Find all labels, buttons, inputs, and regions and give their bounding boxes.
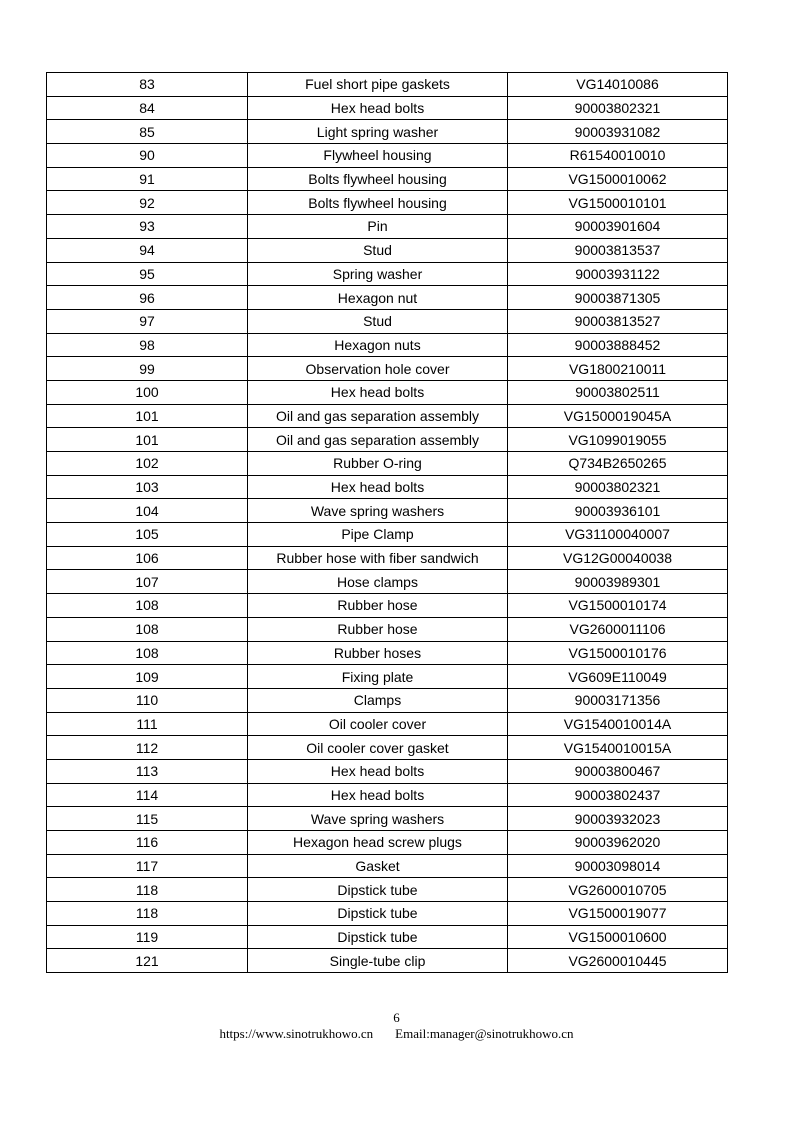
part-name-cell: Fuel short pipe gaskets xyxy=(248,73,508,97)
part-code-cell: VG31100040007 xyxy=(508,523,728,547)
table-row xyxy=(47,665,728,689)
part-name-cell: Fixing plate xyxy=(248,665,508,689)
part-code-cell: VG2600010705 xyxy=(508,878,728,902)
part-number-cell: 92 xyxy=(47,191,248,215)
part-name-cell: Hex head bolts xyxy=(248,759,508,783)
part-number-cell: 118 xyxy=(47,902,248,926)
part-number-cell: 94 xyxy=(47,238,248,262)
table-row xyxy=(47,215,728,239)
table-row xyxy=(47,404,728,428)
part-name-cell: Hexagon nut xyxy=(248,286,508,310)
part-name-cell: Observation hole cover xyxy=(248,357,508,381)
table-row xyxy=(47,925,728,949)
part-name-cell: Flywheel housing xyxy=(248,144,508,168)
part-code-cell: 90003901604 xyxy=(508,215,728,239)
table-row xyxy=(47,783,728,807)
table-row xyxy=(47,570,728,594)
part-name-cell: Bolts flywheel housing xyxy=(248,167,508,191)
part-code-cell: VG2600011106 xyxy=(508,617,728,641)
part-code-cell: VG2600010445 xyxy=(508,949,728,973)
page-number: 6 xyxy=(393,1010,400,1025)
part-code-cell: VG1500010101 xyxy=(508,191,728,215)
table-row xyxy=(47,428,728,452)
part-code-cell: 90003802511 xyxy=(508,380,728,404)
table-row xyxy=(47,333,728,357)
part-number-cell: 117 xyxy=(47,854,248,878)
part-code-cell: 90003171356 xyxy=(508,688,728,712)
part-number-cell: 109 xyxy=(47,665,248,689)
part-name-cell: Rubber hose xyxy=(248,617,508,641)
part-code-cell: Q734B2650265 xyxy=(508,452,728,476)
part-number-cell: 91 xyxy=(47,167,248,191)
part-code-cell: 90003932023 xyxy=(508,807,728,831)
part-number-cell: 110 xyxy=(47,688,248,712)
part-number-cell: 103 xyxy=(47,475,248,499)
table-row xyxy=(47,594,728,618)
table-row xyxy=(47,641,728,665)
part-name-cell: Pipe Clamp xyxy=(248,523,508,547)
table-row xyxy=(47,546,728,570)
part-code-cell: VG12G00040038 xyxy=(508,546,728,570)
footer-website: https://www.sinotrukhowo.cn xyxy=(219,1026,374,1041)
part-name-cell: Single-tube clip xyxy=(248,949,508,973)
part-number-cell: 108 xyxy=(47,617,248,641)
part-name-cell: Spring washer xyxy=(248,262,508,286)
part-code-cell: VG1540010015A xyxy=(508,736,728,760)
table-row xyxy=(47,452,728,476)
part-code-cell: VG1800210011 xyxy=(508,357,728,381)
part-name-cell: Wave spring washers xyxy=(248,807,508,831)
part-code-cell: 90003800467 xyxy=(508,759,728,783)
table-row xyxy=(47,878,728,902)
table-row xyxy=(47,736,728,760)
part-number-cell: 95 xyxy=(47,262,248,286)
table-row xyxy=(47,309,728,333)
part-name-cell: Light spring washer xyxy=(248,120,508,144)
part-number-cell: 111 xyxy=(47,712,248,736)
part-number-cell: 108 xyxy=(47,641,248,665)
table-row xyxy=(47,191,728,215)
part-name-cell: Stud xyxy=(248,309,508,333)
part-name-cell: Rubber hose with fiber sandwich xyxy=(248,546,508,570)
part-code-cell: 90003802321 xyxy=(508,475,728,499)
page-footer xyxy=(0,1010,793,1042)
part-number-cell: 112 xyxy=(47,736,248,760)
table-row xyxy=(47,712,728,736)
part-name-cell: Hex head bolts xyxy=(248,96,508,120)
part-number-cell: 101 xyxy=(47,428,248,452)
table-row xyxy=(47,499,728,523)
part-name-cell: Oil cooler cover gasket xyxy=(248,736,508,760)
part-name-cell: Clamps xyxy=(248,688,508,712)
part-name-cell: Hex head bolts xyxy=(248,783,508,807)
part-code-cell: 90003802437 xyxy=(508,783,728,807)
parts-table xyxy=(46,72,728,973)
part-code-cell: VG1500019045A xyxy=(508,404,728,428)
part-number-cell: 108 xyxy=(47,594,248,618)
part-code-cell: 90003813537 xyxy=(508,238,728,262)
part-code-cell: R61540010010 xyxy=(508,144,728,168)
footer-contact xyxy=(0,1026,793,1042)
part-name-cell: Dipstick tube xyxy=(248,925,508,949)
table-row xyxy=(47,262,728,286)
table-row xyxy=(47,949,728,973)
part-number-cell: 102 xyxy=(47,452,248,476)
part-name-cell: Rubber hose xyxy=(248,594,508,618)
part-number-cell: 99 xyxy=(47,357,248,381)
part-name-cell: Oil and gas separation assembly xyxy=(248,404,508,428)
part-name-cell: Hexagon nuts xyxy=(248,333,508,357)
part-number-cell: 96 xyxy=(47,286,248,310)
part-number-cell: 115 xyxy=(47,807,248,831)
part-code-cell: 90003936101 xyxy=(508,499,728,523)
part-code-cell: VG1500019077 xyxy=(508,902,728,926)
table-row xyxy=(47,167,728,191)
part-number-cell: 85 xyxy=(47,120,248,144)
part-code-cell: VG14010086 xyxy=(508,73,728,97)
part-name-cell: Hose clamps xyxy=(248,570,508,594)
table-row xyxy=(47,759,728,783)
part-name-cell: Stud xyxy=(248,238,508,262)
part-number-cell: 93 xyxy=(47,215,248,239)
part-number-cell: 83 xyxy=(47,73,248,97)
part-name-cell: Wave spring washers xyxy=(248,499,508,523)
part-name-cell: Gasket xyxy=(248,854,508,878)
part-code-cell: VG1540010014A xyxy=(508,712,728,736)
part-number-cell: 104 xyxy=(47,499,248,523)
table-row xyxy=(47,120,728,144)
part-number-cell: 118 xyxy=(47,878,248,902)
table-row xyxy=(47,144,728,168)
part-code-cell: 90003098014 xyxy=(508,854,728,878)
part-code-cell: 90003871305 xyxy=(508,286,728,310)
table-row xyxy=(47,286,728,310)
table-row xyxy=(47,688,728,712)
part-name-cell: Oil and gas separation assembly xyxy=(248,428,508,452)
part-name-cell: Hexagon head screw plugs xyxy=(248,831,508,855)
part-name-cell: Hex head bolts xyxy=(248,380,508,404)
table-row xyxy=(47,807,728,831)
part-number-cell: 84 xyxy=(47,96,248,120)
table-row xyxy=(47,617,728,641)
part-number-cell: 98 xyxy=(47,333,248,357)
table-row xyxy=(47,831,728,855)
part-name-cell: Rubber O-ring xyxy=(248,452,508,476)
part-code-cell: 90003962020 xyxy=(508,831,728,855)
part-number-cell: 97 xyxy=(47,309,248,333)
part-code-cell: VG1500010062 xyxy=(508,167,728,191)
part-number-cell: 116 xyxy=(47,831,248,855)
part-number-cell: 101 xyxy=(47,404,248,428)
part-name-cell: Rubber hoses xyxy=(248,641,508,665)
part-code-cell: 90003888452 xyxy=(508,333,728,357)
table-row xyxy=(47,357,728,381)
part-code-cell: 90003931082 xyxy=(508,120,728,144)
part-number-cell: 114 xyxy=(47,783,248,807)
table-row xyxy=(47,902,728,926)
part-name-cell: Dipstick tube xyxy=(248,878,508,902)
table-row xyxy=(47,73,728,97)
part-name-cell: Hex head bolts xyxy=(248,475,508,499)
table-row xyxy=(47,238,728,262)
part-name-cell: Oil cooler cover xyxy=(248,712,508,736)
part-code-cell: 90003813527 xyxy=(508,309,728,333)
part-number-cell: 90 xyxy=(47,144,248,168)
part-code-cell: VG1500010176 xyxy=(508,641,728,665)
part-code-cell: VG1500010174 xyxy=(508,594,728,618)
footer-email: Email:manager@sinotrukhowo.cn xyxy=(395,1026,574,1041)
part-code-cell: VG609E110049 xyxy=(508,665,728,689)
part-name-cell: Pin xyxy=(248,215,508,239)
part-code-cell: 90003989301 xyxy=(508,570,728,594)
part-number-cell: 119 xyxy=(47,925,248,949)
part-number-cell: 106 xyxy=(47,546,248,570)
table-row xyxy=(47,523,728,547)
table-row xyxy=(47,96,728,120)
part-code-cell: 90003931122 xyxy=(508,262,728,286)
part-number-cell: 105 xyxy=(47,523,248,547)
parts-table-body xyxy=(47,73,728,973)
table-row xyxy=(47,854,728,878)
part-code-cell: VG1099019055 xyxy=(508,428,728,452)
table-row xyxy=(47,380,728,404)
part-number-cell: 121 xyxy=(47,949,248,973)
part-number-cell: 113 xyxy=(47,759,248,783)
part-number-cell: 107 xyxy=(47,570,248,594)
part-code-cell: 90003802321 xyxy=(508,96,728,120)
part-name-cell: Dipstick tube xyxy=(248,902,508,926)
part-name-cell: Bolts flywheel housing xyxy=(248,191,508,215)
part-code-cell: VG1500010600 xyxy=(508,925,728,949)
part-number-cell: 100 xyxy=(47,380,248,404)
table-row xyxy=(47,475,728,499)
